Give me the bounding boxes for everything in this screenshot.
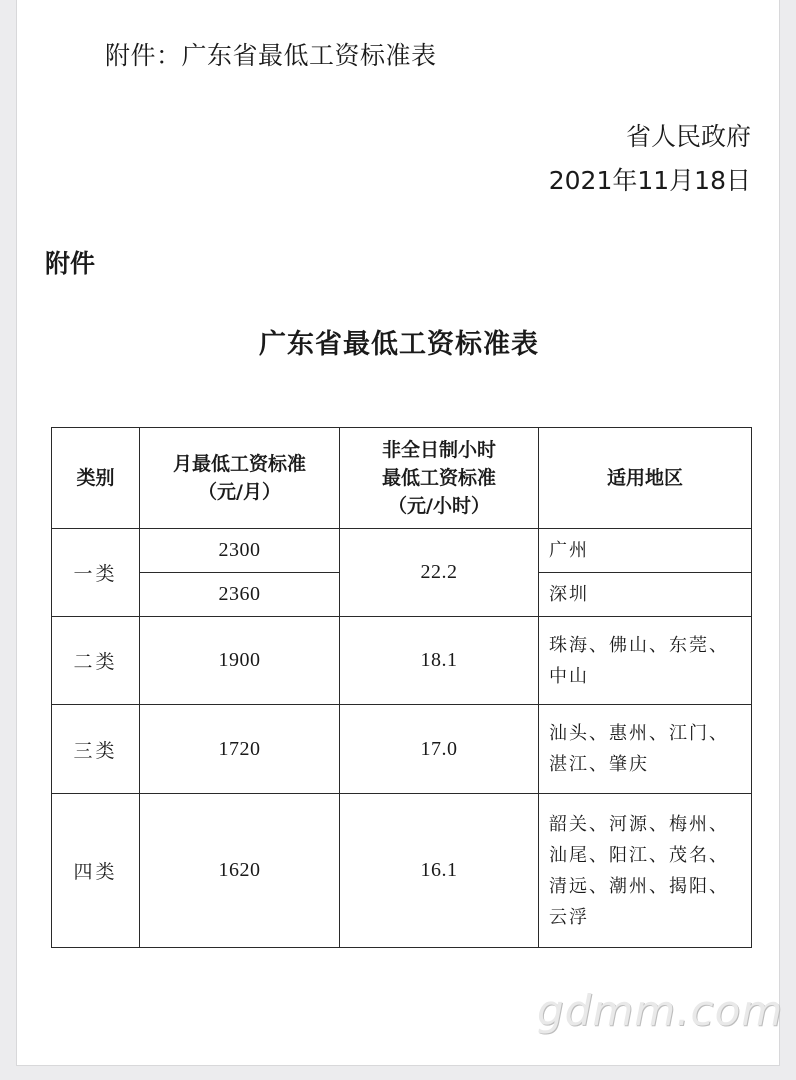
monthly-wage-cell: 1620 (140, 794, 340, 948)
header-hourly-line: 非全日制小时 (381, 439, 496, 461)
region-line: 汕头、惠州、江门、 (549, 723, 729, 744)
table-header-row (52, 428, 752, 529)
category-cell: 二类 (52, 617, 140, 705)
table-row (52, 794, 752, 948)
region-line: 珠海、佛山、东莞、 (549, 634, 729, 656)
document-page (16, 0, 784, 1066)
region-cell (539, 617, 752, 705)
category-cell: 三类 (52, 705, 140, 794)
header-monthly-line: 月最低工资标准 (172, 453, 306, 475)
hourly-wage-cell: 17.0 (340, 705, 539, 794)
monthly-wage-cell: 1720 (140, 705, 340, 794)
table-row (52, 617, 752, 705)
hourly-wage-cell: 18.1 (340, 617, 539, 705)
monthly-wage-cell: 1900 (140, 617, 340, 705)
header-category (52, 428, 140, 529)
attachment-heading: 附件 (45, 249, 96, 278)
minimum-wage-table (51, 427, 752, 948)
hourly-wage-cell: 16.1 (340, 794, 539, 948)
issue-date: 2021年11月18日 (548, 166, 751, 195)
monthly-wage-cell: 2360 (140, 573, 340, 617)
category-cell: 四类 (52, 794, 140, 948)
region-line: 中山 (549, 665, 589, 687)
header-monthly (140, 428, 340, 529)
header-hourly (340, 428, 539, 529)
region-cell: 深圳 (539, 573, 752, 617)
table-title: 广东省最低工资标准表 (259, 329, 539, 360)
hourly-wage-cell: 22.2 (340, 529, 539, 617)
header-region (539, 428, 752, 529)
header-monthly-unit: （元/月） (198, 481, 281, 503)
site-watermark: gdmm.com (537, 986, 784, 1035)
header-hourly-line: 最低工资标准 (381, 467, 496, 489)
region-cell (539, 705, 752, 794)
table-row (52, 529, 752, 573)
table-row (52, 705, 752, 794)
region-cell: 广州 (539, 529, 752, 573)
region-line: 湛江、肇庆 (549, 754, 649, 775)
region-line: 汕尾、阳江、茂名、 (549, 844, 729, 866)
header-category-label: 类别 (76, 467, 115, 489)
attachment-line: 附件：广东省最低工资标准表 (105, 41, 437, 70)
category-cell: 一类 (52, 529, 140, 617)
region-line: 云浮 (549, 906, 589, 928)
monthly-wage-cell: 2300 (140, 529, 340, 573)
header-hourly-unit: （元/小时） (388, 495, 490, 517)
issuer-name: 省人民政府 (625, 122, 751, 151)
region-line: 韶关、河源、梅州、 (549, 813, 729, 835)
region-line: 清远、潮州、揭阳、 (549, 875, 729, 897)
region-cell (539, 794, 752, 948)
header-region-label: 适用地区 (606, 467, 683, 489)
